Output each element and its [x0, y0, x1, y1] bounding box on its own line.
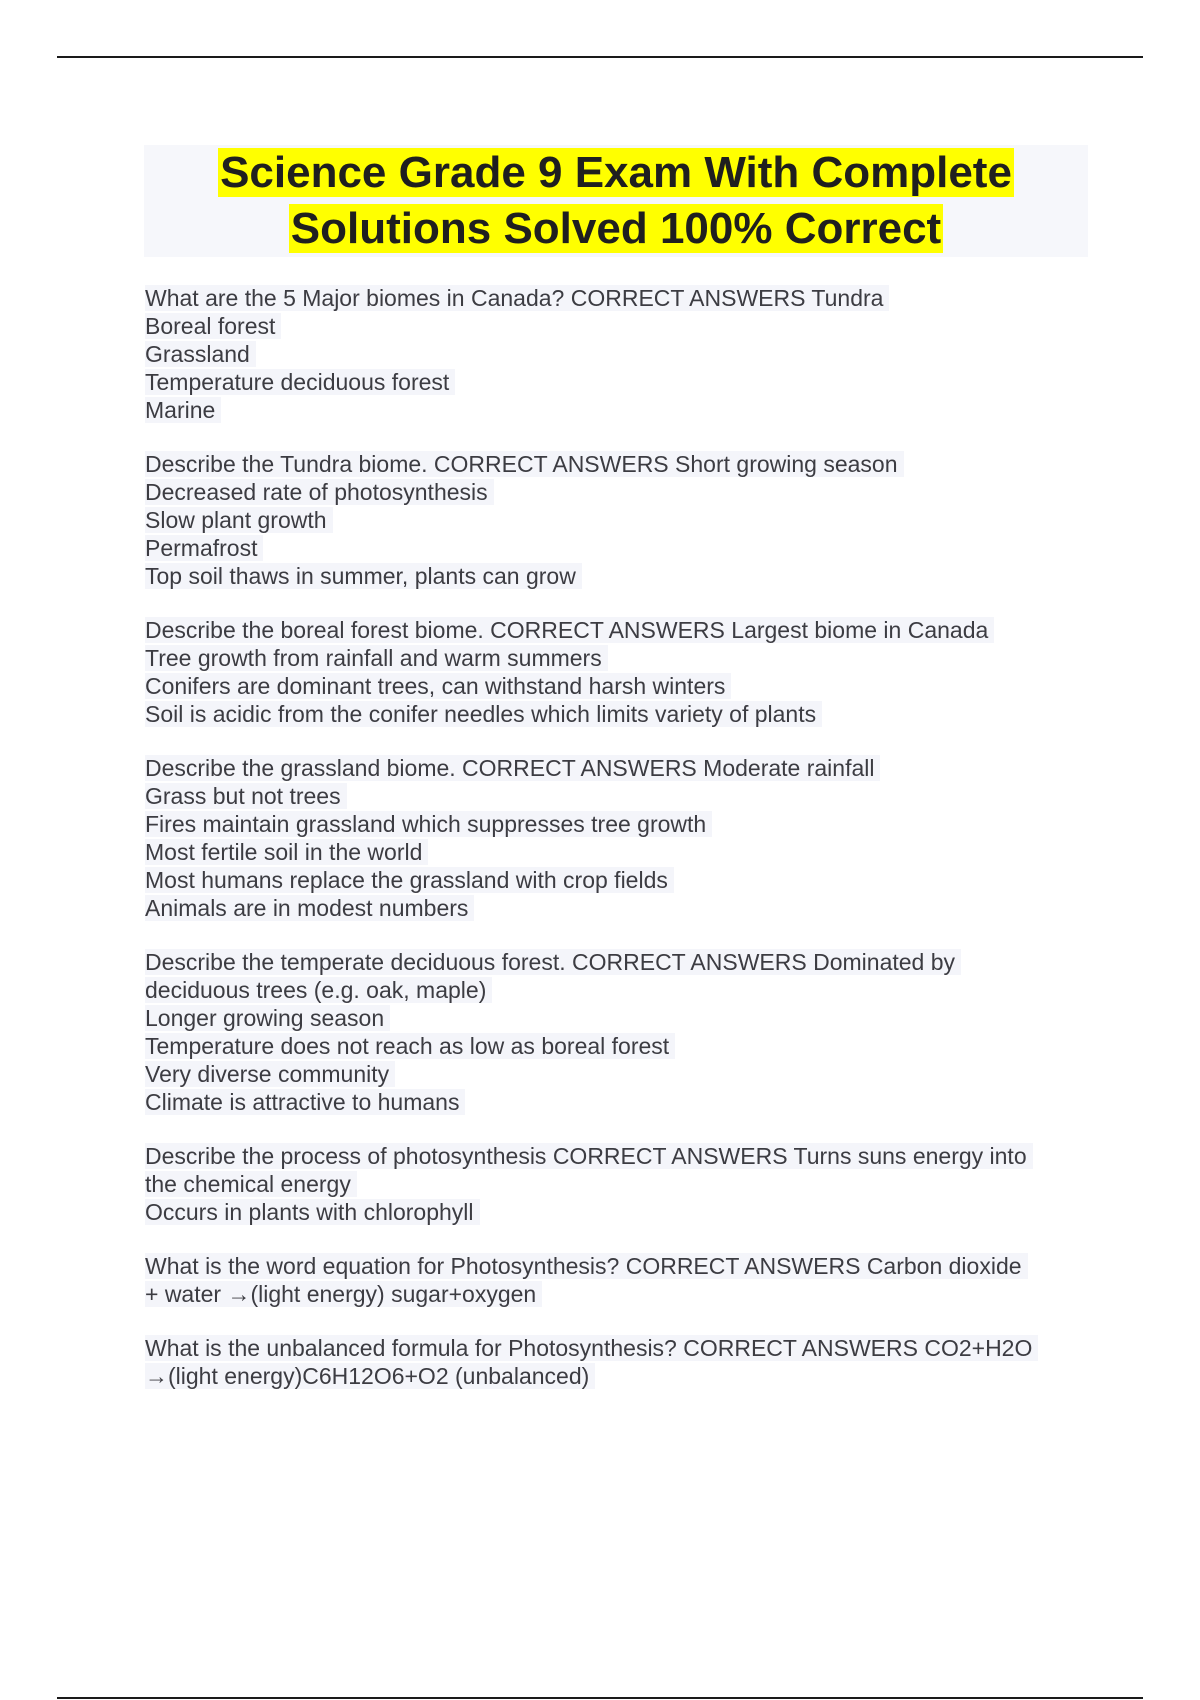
answer-line: Temperature does not reach as low as boreal forest [145, 1032, 1085, 1060]
answer-line: Soil is acidic from the conifer needles which limits variety of plants [145, 700, 1085, 728]
qa-block-grassland [145, 754, 1085, 922]
qa-block-word-equation [145, 1252, 1085, 1308]
answer-line: Temperature deciduous forest [145, 368, 1085, 396]
answer-line: Grass but not trees [145, 782, 1085, 810]
answer-line: Longer growing season [145, 1004, 1085, 1032]
answer-line: Fires maintain grassland which suppresses tree growth [145, 810, 1085, 838]
document-body [145, 284, 1085, 1416]
answer-line: Slow plant growth [145, 506, 1085, 534]
answer-line: Grassland [145, 340, 1085, 368]
qa-block-temperate-deciduous [145, 948, 1085, 1116]
answer-line: + water →(light energy) sugar+oxygen [145, 1280, 1085, 1308]
bottom-divider [57, 1697, 1143, 1699]
document-title [144, 145, 1088, 257]
question-line: Describe the grassland biome. CORRECT ANSWERS Moderate rainfall [145, 754, 1085, 782]
qa-block-tundra [145, 450, 1085, 590]
top-divider [57, 56, 1143, 58]
answer-line: Conifers are dominant trees, can withstand harsh winters [145, 672, 1085, 700]
answer-line: Boreal forest [145, 312, 1085, 340]
question-line: Describe the temperate deciduous forest. CORRECT ANSWERS Dominated by [145, 948, 1085, 976]
qa-block-photosynthesis-process [145, 1142, 1085, 1226]
title-line: Solutions Solved 100% Correct [290, 204, 942, 253]
answer-line: Top soil thaws in summer, plants can grow [145, 562, 1085, 590]
question-line: Describe the boreal forest biome. CORRECT ANSWERS Largest biome in Canada [145, 616, 1085, 644]
question-line: What are the 5 Major biomes in Canada? CORRECT ANSWERS Tundra [145, 284, 1085, 312]
answer-line: Climate is attractive to humans [145, 1088, 1085, 1116]
title-line: Science Grade 9 Exam With Complete [220, 148, 1012, 197]
qa-block-major-biomes [145, 284, 1085, 424]
answer-line: →(light energy)C6H12O6+O2 (unbalanced) [145, 1362, 1085, 1390]
question-line: Describe the process of photosynthesis CORRECT ANSWERS Turns suns energy into [145, 1142, 1085, 1170]
answer-line: Animals are in modest numbers [145, 894, 1085, 922]
answer-line: deciduous trees (e.g. oak, maple) [145, 976, 1085, 1004]
question-line: What is the unbalanced formula for Photosynthesis? CORRECT ANSWERS CO2+H2O [145, 1334, 1085, 1362]
answer-line: Most fertile soil in the world [145, 838, 1085, 866]
qa-block-unbalanced-formula [145, 1334, 1085, 1390]
answer-line: Decreased rate of photosynthesis [145, 478, 1085, 506]
answer-line: Permafrost [145, 534, 1085, 562]
answer-line: Marine [145, 396, 1085, 424]
answer-line: Tree growth from rainfall and warm summers [145, 644, 1085, 672]
answer-line: Occurs in plants with chlorophyll [145, 1198, 1085, 1226]
question-line: Describe the Tundra biome. CORRECT ANSWERS Short growing season [145, 450, 1085, 478]
question-line: What is the word equation for Photosynthesis? CORRECT ANSWERS Carbon dioxide [145, 1252, 1085, 1280]
qa-block-boreal-forest [145, 616, 1085, 728]
answer-line: the chemical energy [145, 1170, 1085, 1198]
answer-line: Most humans replace the grassland with crop fields [145, 866, 1085, 894]
answer-line: Very diverse community [145, 1060, 1085, 1088]
